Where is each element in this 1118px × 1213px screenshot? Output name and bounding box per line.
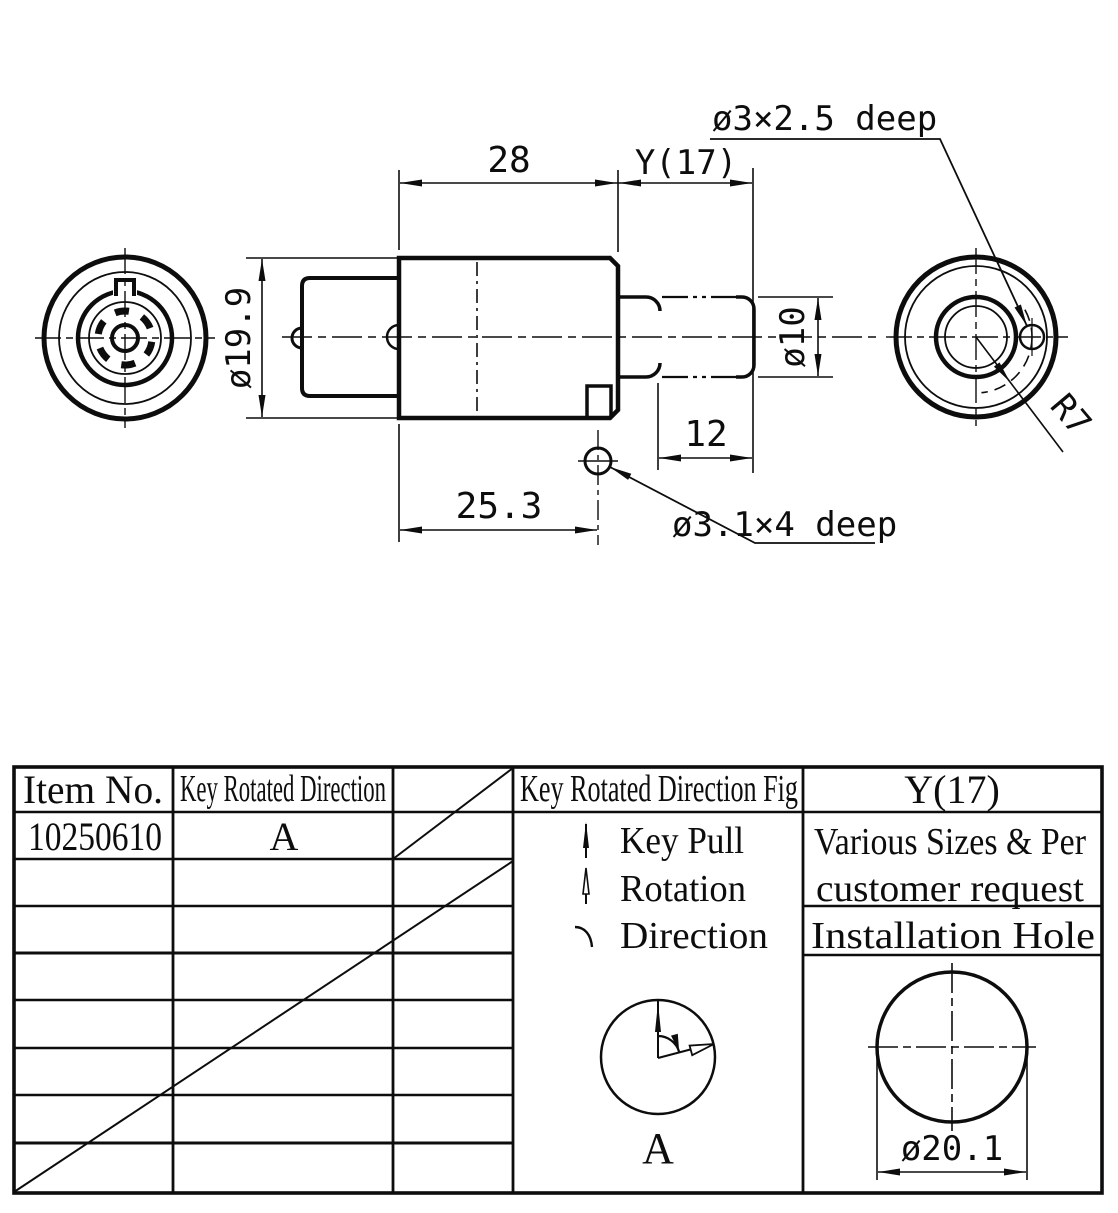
arrow (400, 527, 422, 534)
y17-note-line2: customer request (816, 868, 1085, 910)
cell-item-no: 10250610 (28, 814, 162, 859)
dim-r7: R7 (1041, 386, 1099, 444)
note-top-hole: ø3×2.5 deep (712, 99, 938, 139)
arrow (259, 395, 266, 417)
fig-label: A (642, 1124, 674, 1173)
dimensions (219, 140, 833, 542)
dim-12: 12 (684, 414, 728, 455)
arrow (610, 467, 631, 480)
body-outline (399, 258, 618, 418)
shaft-shoulder-bottom (618, 363, 660, 377)
y17-note-line1: Various Sizes & Per (814, 821, 1087, 863)
dim-28: 28 (487, 140, 531, 181)
dim-dia-10: ø10 (773, 306, 813, 368)
keypull-arrow-icon (583, 822, 589, 848)
fig-up-arrow-icon (655, 1003, 661, 1032)
arrow (815, 354, 822, 376)
header-item-no: Item No. (23, 767, 163, 812)
fig-slant-arrow-icon (690, 1044, 714, 1055)
legend-direction: Direction (620, 915, 768, 957)
legend-key-pull: Key Pull (620, 820, 744, 862)
arrow (659, 455, 681, 462)
dim-y17: Y(17) (634, 143, 738, 183)
fig-arc-arrow-icon (671, 1034, 679, 1052)
legend-rotation: Rotation (620, 868, 746, 910)
rear-view (886, 248, 1099, 452)
body-notch (587, 386, 611, 418)
arrow (1004, 1169, 1026, 1176)
table-diagonal-short (393, 768, 513, 859)
header-y17: Y(17) (904, 767, 1000, 812)
header-key-dir: Key Rotated Direction (180, 768, 386, 810)
spec-table (14, 767, 1102, 1193)
arrow (400, 180, 422, 187)
arrow (575, 527, 597, 534)
side-view (282, 258, 880, 545)
arrow (878, 1169, 900, 1176)
arrow (259, 259, 266, 281)
dim-dia-201: ø20.1 (900, 1129, 1004, 1169)
cell-key-dir: A (269, 814, 299, 859)
rotation-arrow-icon (583, 868, 589, 894)
arrow (1015, 305, 1028, 327)
header-key-dir-fig: Key Rotated Direction Fig (520, 768, 798, 810)
direction-curve-icon (575, 927, 592, 947)
r7-leader (976, 337, 1063, 452)
arrow (815, 298, 822, 320)
installation-hole-label: Installation Hole (811, 915, 1095, 957)
dim-dia-199: ø19.9 (219, 286, 259, 390)
front-view (35, 248, 215, 428)
dim-253: 25.3 (455, 486, 543, 527)
arrow (595, 180, 617, 187)
arrow (730, 455, 752, 462)
shaft-shoulder-top (618, 297, 660, 311)
note-side-hole: ø3.1×4 deep (672, 505, 898, 545)
